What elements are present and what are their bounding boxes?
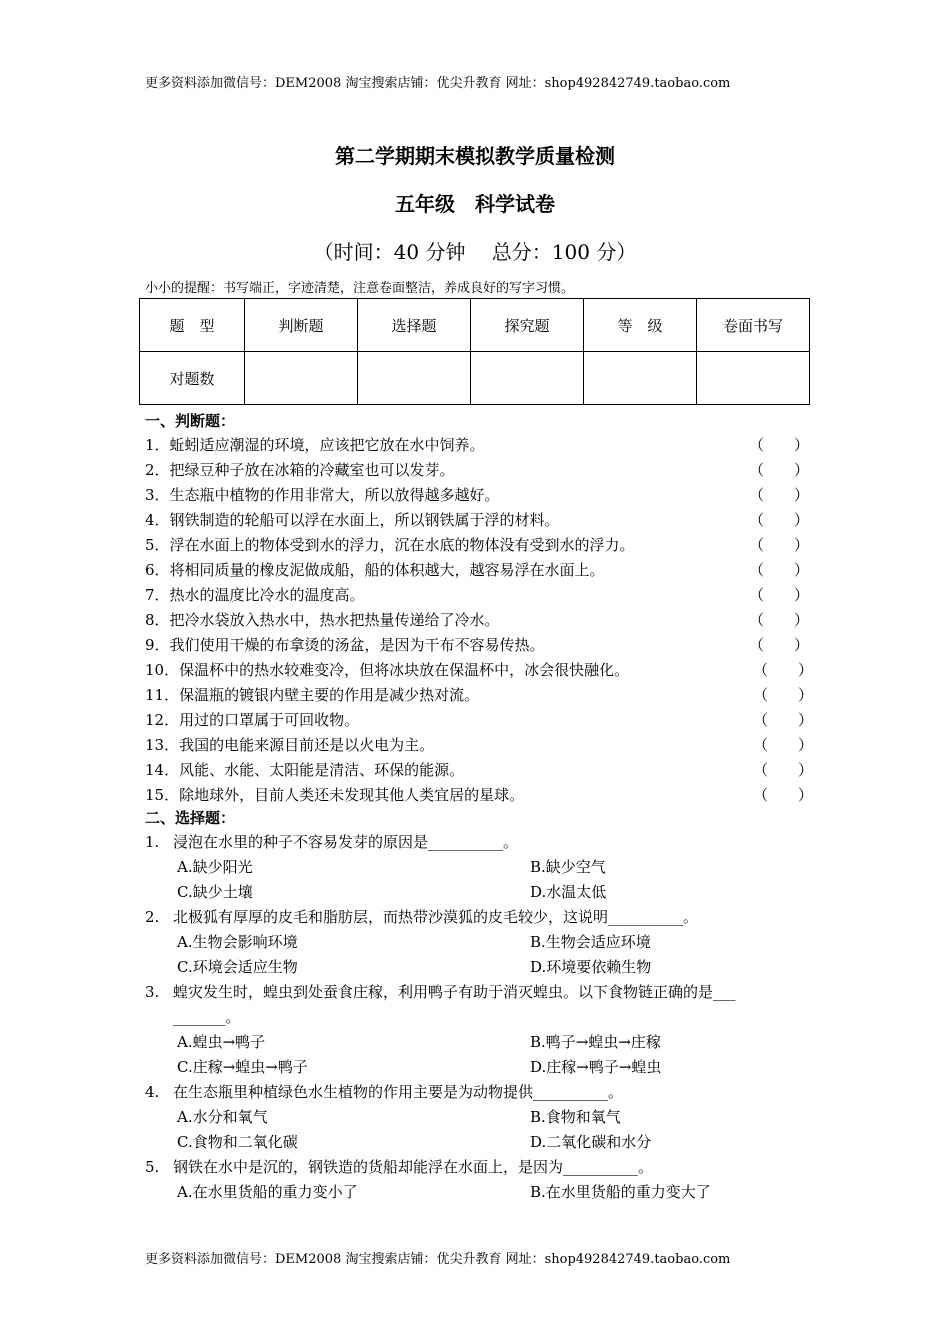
score-header-cell: 卷面书写 [697, 299, 810, 352]
option-a[interactable]: A.水分和氧气 [177, 1108, 268, 1126]
score-header-cell: 选择题 [358, 299, 471, 352]
judgment-item [145, 683, 814, 708]
option-c[interactable]: C.食物和二氧化碳 [177, 1133, 298, 1151]
question-number: 3. [145, 983, 160, 1001]
item-text: 将相同质量的橡皮泥做成船，船的体积越大，越容易浮在水面上。 [169, 561, 605, 579]
section2-heading: 二、选择题： [145, 809, 236, 827]
question-number: 1. [145, 833, 160, 851]
option-row [145, 930, 815, 955]
answer-blank[interactable]: （ ） [753, 686, 814, 704]
item-text: 生态瓶中植物的作用非常大，所以放得越多越好。 [169, 486, 500, 504]
score-header-cell: 等 级 [584, 299, 697, 352]
item-number: 11． [145, 686, 180, 704]
score-header-cell: 探究题 [471, 299, 584, 352]
exam-time-info: （时间：40 分钟 总分：100 分） [313, 240, 637, 264]
judgment-item [145, 458, 810, 483]
option-a[interactable]: A.蝗虫→鸭子 [177, 1033, 266, 1051]
option-c[interactable]: C.庄稼→蝗虫→鸭子 [177, 1058, 308, 1076]
option-row [145, 955, 815, 980]
judgment-item [145, 633, 810, 658]
choice-list [145, 830, 815, 1205]
option-d[interactable]: D.庄稼→鸭子→蝗虫 [530, 1058, 662, 1076]
score-input-cell[interactable] [697, 352, 810, 405]
answer-blank[interactable]: （ ） [753, 736, 814, 754]
item-text: 用过的口罩属于可回收物。 [179, 711, 360, 729]
answer-blank[interactable]: （ ） [749, 486, 810, 504]
item-text: 把绿豆种子放在冰箱的冷藏室也可以发芽。 [169, 461, 455, 479]
option-b[interactable]: B.食物和氧气 [530, 1108, 621, 1126]
item-number: 5． [145, 536, 170, 554]
judgment-item [145, 733, 814, 758]
judgment-list [145, 433, 814, 808]
score-header-cell: 题 型 [140, 299, 245, 352]
question-number: 2. [145, 908, 160, 926]
option-row [145, 1180, 815, 1205]
answer-blank[interactable]: （ ） [749, 511, 810, 529]
score-header-cell: 判断题 [245, 299, 358, 352]
answer-blank[interactable]: （ ） [749, 461, 810, 479]
footer-banner: 更多资料添加微信号：DEM2008 淘宝搜索店铺：优尖升教育 网址：shop492842749.taobao.com [145, 1252, 731, 1267]
question-text: 北极狐有厚厚的皮毛和脂肪层，而热带沙漠狐的皮毛较少，这说明__________。 [173, 908, 699, 926]
option-c[interactable]: C.缺少土壤 [177, 883, 253, 901]
choice-question [145, 830, 815, 855]
item-text: 把冷水袋放入热水中，热水把热量传递给了冷水。 [169, 611, 500, 629]
item-text: 浮在水面上的物体受到水的浮力，沉在水底的物体没有受到水的浮力。 [169, 536, 635, 554]
answer-blank[interactable]: （ ） [749, 436, 810, 454]
item-text: 保温杯中的热水较难变冷，但将冰块放在保温杯中，冰会很快融化。 [179, 661, 630, 679]
option-row [145, 1130, 815, 1155]
item-text: 我国的电能来源目前还是以火电为主。 [179, 736, 435, 754]
option-b[interactable]: B.缺少空气 [530, 858, 606, 876]
item-number: 2． [145, 461, 170, 479]
item-number: 15． [145, 786, 180, 804]
judgment-item [145, 533, 810, 558]
item-number: 13． [145, 736, 180, 754]
item-number: 3． [145, 486, 170, 504]
question-number: 5. [145, 1158, 160, 1176]
option-b[interactable]: B.鸭子→蝗虫→庄稼 [530, 1033, 661, 1051]
score-input-cell[interactable] [358, 352, 471, 405]
judgment-item [145, 783, 814, 808]
choice-question [145, 1155, 815, 1180]
choice-question [145, 905, 815, 930]
option-row [145, 1030, 815, 1055]
judgment-item [145, 483, 810, 508]
answer-blank[interactable]: （ ） [753, 661, 814, 679]
judgment-item [145, 708, 814, 733]
judgment-item [145, 583, 810, 608]
option-b[interactable]: B.生物会适应环境 [530, 933, 651, 951]
item-number: 9． [145, 636, 170, 654]
item-text: 保温瓶的镀银内壁主要的作用是减少热对流。 [179, 686, 480, 704]
option-a[interactable]: A.生物会影响环境 [177, 933, 298, 951]
answer-blank[interactable]: （ ） [749, 611, 810, 629]
score-input-cell[interactable] [471, 352, 584, 405]
score-table [139, 298, 810, 405]
answer-blank[interactable]: （ ） [753, 786, 814, 804]
option-a[interactable]: A.在水里货船的重力变小了 [177, 1183, 358, 1201]
reminder-text: 小小的提醒：书写端正，字迹清楚，注意卷面整洁，养成良好的写字习惯。 [145, 281, 575, 296]
item-number: 10． [145, 661, 180, 679]
question-text: 浸泡在水里的种子不容易发芽的原因是__________。 [173, 833, 519, 851]
option-row [145, 1055, 815, 1080]
judgment-item [145, 508, 810, 533]
item-text: 风能、水能、太阳能是清洁、环保的能源。 [179, 761, 465, 779]
option-a[interactable]: A.缺少阳光 [177, 858, 253, 876]
option-d[interactable]: D.水温太低 [530, 883, 607, 901]
item-number: 12． [145, 711, 180, 729]
answer-blank[interactable]: （ ） [749, 586, 810, 604]
question-text: 在生态瓶里种植绿色水生植物的作用主要是为动物提供__________。 [173, 1083, 624, 1101]
judgment-item [145, 558, 810, 583]
judgment-item [145, 433, 810, 458]
exam-subtitle: 五年级 科学试卷 [395, 192, 555, 216]
item-text: 热水的温度比冷水的温度高。 [169, 586, 365, 604]
answer-blank[interactable]: （ ） [749, 536, 810, 554]
answer-blank[interactable]: （ ） [749, 561, 810, 579]
item-text: 我们使用干燥的布拿烫的汤盆，是因为干布不容易传热。 [169, 636, 545, 654]
item-number: 6． [145, 561, 170, 579]
option-c[interactable]: C.环境会适应生物 [177, 958, 298, 976]
answer-blank[interactable]: （ ） [753, 761, 814, 779]
answer-blank[interactable]: （ ） [753, 711, 814, 729]
option-b[interactable]: B.在水里货船的重力变大了 [530, 1183, 711, 1201]
score-table-row [140, 352, 810, 405]
judgment-item [145, 658, 814, 683]
exam-title: 第二学期期末模拟教学质量检测 [335, 144, 615, 168]
judgment-item [145, 758, 814, 783]
option-d[interactable]: D.二氧化碳和水分 [530, 1133, 652, 1151]
section1-heading: 一、判断题： [145, 412, 236, 430]
choice-question [145, 1080, 815, 1105]
item-number: 1． [145, 436, 170, 454]
judgment-item [145, 608, 810, 633]
item-number: 7． [145, 586, 170, 604]
question-text: 钢铁在水中是沉的，钢铁造的货船却能浮在水面上，是因为__________。 [173, 1158, 654, 1176]
score-input-cell[interactable] [584, 352, 697, 405]
question-number: 4. [145, 1083, 160, 1101]
option-row [145, 1105, 815, 1130]
item-number: 14． [145, 761, 180, 779]
choice-question [145, 980, 815, 1005]
item-text: 除地球外，目前人类还未发现其他人类宜居的星球。 [179, 786, 525, 804]
question-continuation [145, 1005, 815, 1030]
item-text: 蚯蚓适应潮湿的环境，应该把它放在水中饲养。 [169, 436, 485, 454]
option-row [145, 855, 815, 880]
header-banner: 更多资料添加微信号：DEM2008 淘宝搜索店铺：优尖升教育 网址：shop492842749.taobao.com [145, 76, 731, 91]
score-table-header-row [140, 299, 810, 352]
item-number: 8． [145, 611, 170, 629]
question-text: 蝗灾发生时，蝗虫到处蚕食庄稼，利用鸭子有助于消灭蝗虫。以下食物链正确的是___ [173, 983, 736, 1001]
option-row [145, 880, 815, 905]
score-input-cell[interactable] [245, 352, 358, 405]
option-d[interactable]: D.环境要依赖生物 [530, 958, 652, 976]
item-number: 4． [145, 511, 170, 529]
item-text: 钢铁制造的轮船可以浮在水面上，所以钢铁属于浮的材料。 [169, 511, 560, 529]
score-row-label: 对题数 [140, 352, 245, 405]
question-text-cont: _______。 [173, 1008, 241, 1026]
answer-blank[interactable]: （ ） [749, 636, 810, 654]
